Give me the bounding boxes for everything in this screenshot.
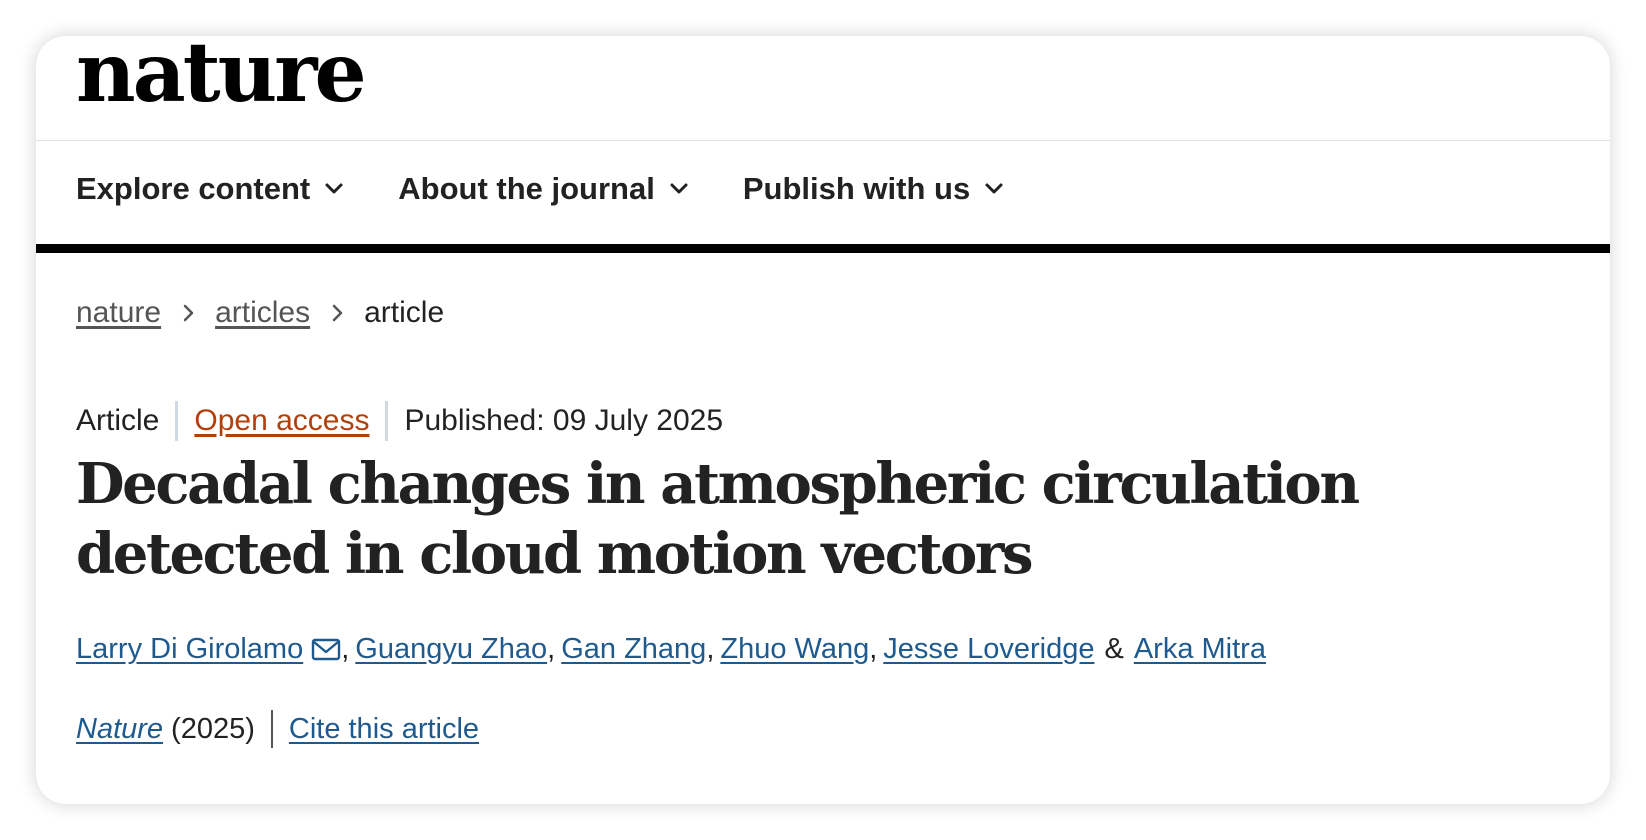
breadcrumb-nature[interactable]: nature (76, 296, 162, 329)
meta-divider (385, 401, 388, 441)
meta-divider (175, 401, 178, 441)
mail-icon[interactable] (311, 637, 341, 663)
article-title: Decadal changes in atmospheric circulation detected in cloud motion vectors (76, 451, 1358, 587)
cite-divider (271, 710, 273, 748)
chevron-down-icon (324, 182, 344, 196)
published-date: Published: 09 July 2025 (404, 404, 724, 437)
nav-publish-with-us-label: Publish with us (742, 170, 971, 206)
article-type: Article (76, 404, 160, 437)
author-separator: , (869, 633, 878, 665)
masthead (36, 36, 1610, 141)
nav-publish-with-us[interactable] (743, 171, 1004, 207)
author-list (76, 633, 1610, 666)
breadcrumb-articles[interactable]: articles (215, 296, 311, 329)
author-separator: , (547, 633, 556, 665)
nav-explore-content-label: Explore content (76, 170, 311, 206)
article-meta (76, 401, 1610, 441)
breadcrumb (76, 293, 1610, 333)
publication-year: (2025) (171, 712, 255, 745)
article-header-content (36, 293, 1610, 748)
article-header-card (36, 36, 1610, 804)
chevron-down-icon (669, 182, 689, 196)
journal-link[interactable]: Nature (76, 712, 164, 745)
nature-logo[interactable]: nature (76, 36, 364, 121)
chevron-down-icon (984, 182, 1004, 196)
chevron-right-icon (181, 303, 195, 323)
citation-row (76, 710, 1610, 748)
author-link[interactable]: Gan Zhang (561, 633, 707, 665)
nav-about-the-journal-label: About the journal (398, 170, 655, 206)
author-link[interactable]: Arka Mitra (1133, 633, 1266, 665)
nav-about-the-journal[interactable] (398, 171, 689, 207)
author-separator: , (706, 633, 715, 665)
author-link[interactable]: Larry Di Girolamo (76, 633, 304, 665)
author-link[interactable]: Zhuo Wang (720, 633, 870, 665)
nav-explore-content[interactable] (76, 171, 344, 207)
author-separator: , (341, 633, 350, 665)
author-link[interactable]: Jesse Loveridge (883, 633, 1095, 665)
author-link[interactable]: Guangyu Zhao (355, 633, 548, 665)
author-joiner: & (1104, 633, 1124, 665)
chevron-right-icon (330, 303, 344, 323)
cite-this-article-link[interactable]: Cite this article (288, 712, 480, 745)
main-nav (36, 141, 1610, 253)
breadcrumb-current: article (364, 296, 445, 329)
open-access-link[interactable]: Open access (194, 404, 370, 437)
